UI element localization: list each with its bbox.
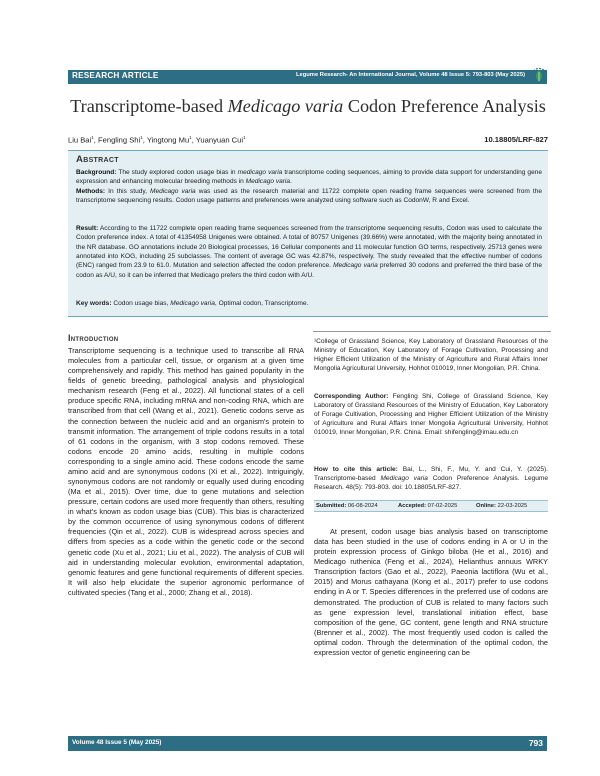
footer-volume: Volume 48 Issue 5 (May 2025) — [72, 739, 162, 746]
right-column-text: At present, codon usage bias analysis based on transcriptome data has been studied in the use of codons ending in A or U in the protein expression process of Ginkgo biloba (He et al., 2016) and Medicago ruthenica (Feng et al., 2024), Helianthus annuus WRKY Transcription factors (Gao et al., 2022), Paeonia lactiflora (Wu et al., 2015) and Morus cathayana (Kong et al., 2017) prefer to use codons ending in A or T. Species differences in the preferred use of codons are demonstrated. The production of CUB is related to many factors such as gene expression level, translational initiation effect, base composition of the gene, GC content, gene length and RNA structure (Brenner et al., 2002). The most frequently used codon is called the optimal codon. Through the determination of the optimal codon, the expression vector of genetic engineering can be — [314, 527, 548, 657]
dates-bar — [314, 500, 548, 512]
online-date: Online: 22-03-2025 — [476, 503, 528, 509]
header-bar — [68, 70, 547, 84]
abstract-result: Result: According to the 11722 complete open reading frame sequences screened from the transcriptome sequencing results, Codon was used to calculate the Codon preference index. A total of 41354958 Unigenes were obtained. A total of 80757 Unigenes (39.66%) were annotated, with the majority being annotated in the NR database. GO annotations include 20 Biological processes, 16 Cellular components and 11 molecular function GO terms, respectively. 25713 genes were annotated into KOG, including 25 subclasses. The content of average GC was 42.87%, respectively. The study revealed that the effective number of codons (ENC) ranged from 23.9 to 61.0. Mutation and selection affected the codon preference. Medicago varia preferred 30 codons and preferred the third base of the codon as A/U, so it can be inferred that Medicago prefers the third codon with A/U. — [76, 225, 542, 279]
abstract-methods: Methods: In this study, Medicago varia was used as the research material and 11722 complete open reading frame sequences were screened from the transcriptome sequencing results. Codon usage patterns and preferences were analyzed using software such as CodonW, R and Excel. — [76, 188, 542, 205]
introduction-text: Transcriptome sequencing is a technique used to transcribe all RNA molecules from a particular cell, tissue, or organism at a given time comprehensively and rapidly. This method has gained popularity in the fields of genetic breeding, pathological analysis and physiological mechanism research (Feng et al., 2022). All functional states of a cell produce specific RNA, including mRNA and non-coding RNA, which are transcribed from that cell (Wang et al., 2021). Genetic codons serve as the connection between the nucleic acid and an organism's protein to transmit information. The arrangement of triple codons results in a total of 61 codons in the organism, with 3 stop codons removed. These codons encode 20 amino acids, resulting in multiple codons corresponding to a single amino acid. These codons encode the same amino acid and are synonymous codons (Xi et al., 2022). Intriguingly, synonymous codons are not randomly or equally used during encoding (Ma et al., 2015). Over time, due to gene mutations and selection pressure, certain codons are used more frequently than others, resulting in what's known as codon usage bias (CUB). This bias is characterized by the common occurrence of using synonymous codons of different frequencies (Qin et al., 2022). CUB is widespread across species and differs from species as a code within the genetic code or the second genetic code (Xu et al., 2021; Liu et al., 2022). The analysis of CUB will aid in understanding molecular evolution, environmental adaptation, genomic features and gene functional requirements of different species. It will also help elucidate the superior agronomic performance of cultivated species (Tang et al., 2000; Zhang et al., 2018). — [68, 346, 304, 597]
divider — [313, 331, 551, 332]
introduction-heading: Introduction — [68, 333, 119, 343]
affiliation: ¹College of Grassland Science, Key Laboratory of Grassland Resources of the Ministry of Education, Key Laboratory of Forage Cultivation, Processing and Higher Efficient Utilization of the Ministry of Agriculture and Rural Affairs Inner Mongolia Agricultural University, Hohhot 010019, Inner Mongolian, P.R. China. — [314, 338, 548, 373]
abstract-heading: Abstract — [76, 154, 119, 165]
page-number: 793 — [528, 738, 543, 748]
accepted-date: Accepted: 07-02-2025 — [398, 503, 458, 509]
author: Yuanyuan Cui — [195, 135, 244, 145]
author-list: Liu Bai$^1$, Fengling Shi$^1$, Yingtong Mu$^1$, Yuanyuan Cui$^1$ — [68, 135, 246, 145]
journal-citation: Legume Research- An International Journal, Volume 48 Issue 5: 793-803 (May 2025) — [295, 72, 525, 78]
citation-info: How to cite this article: Bai, L., Shi, F., Mu, Y. and Cui, Y. (2025). Transcriptome-based Medicago varia Codon Preference Analysis. Legume Research. 48(5): 793-803. doi: 10.18805/LRF-827. — [314, 466, 549, 492]
journal-logo-icon — [530, 66, 548, 86]
abstract-background: Background: The study explored codon usage bias in medicago varia transcriptome coding sequences, aiming to provide data support for understanding gene expression and enhancing molecular breeding methods in Medicago varia. — [76, 169, 542, 186]
footer-bar — [68, 736, 547, 751]
corresponding-author: Corresponding Author: Fengling Shi, College of Grassland Science, Key Laboratory of Grassland Resources of the Ministry of Education, Key Laboratory of Forage Cultivation, Processing and Higher Efficient Utilization of the Ministry of Agriculture and Rural Affairs Inner Mongolia Agricultural University, Hohhot 010019, Inner Mongolian, P.R. China. Email: shifengling@imau.edu.cn — [314, 393, 548, 437]
article-title: Transcriptome-based Medicago varia Codon Preference Analysis — [70, 96, 546, 116]
author: Fengling Shi — [97, 135, 141, 145]
doi[interactable]: 10.18805/LRF-827 — [484, 135, 548, 144]
article-type-label: RESEARCH ARTICLE — [72, 71, 159, 80]
keywords: Key words: Codon usage bias, Medicago varia, Optimal codon, Transcriptome. — [76, 300, 309, 307]
submitted-date: Submitted: 06-08-2024 — [316, 503, 378, 509]
author: Yingtong Mu — [146, 135, 190, 145]
author: Liu Bai — [68, 135, 92, 145]
